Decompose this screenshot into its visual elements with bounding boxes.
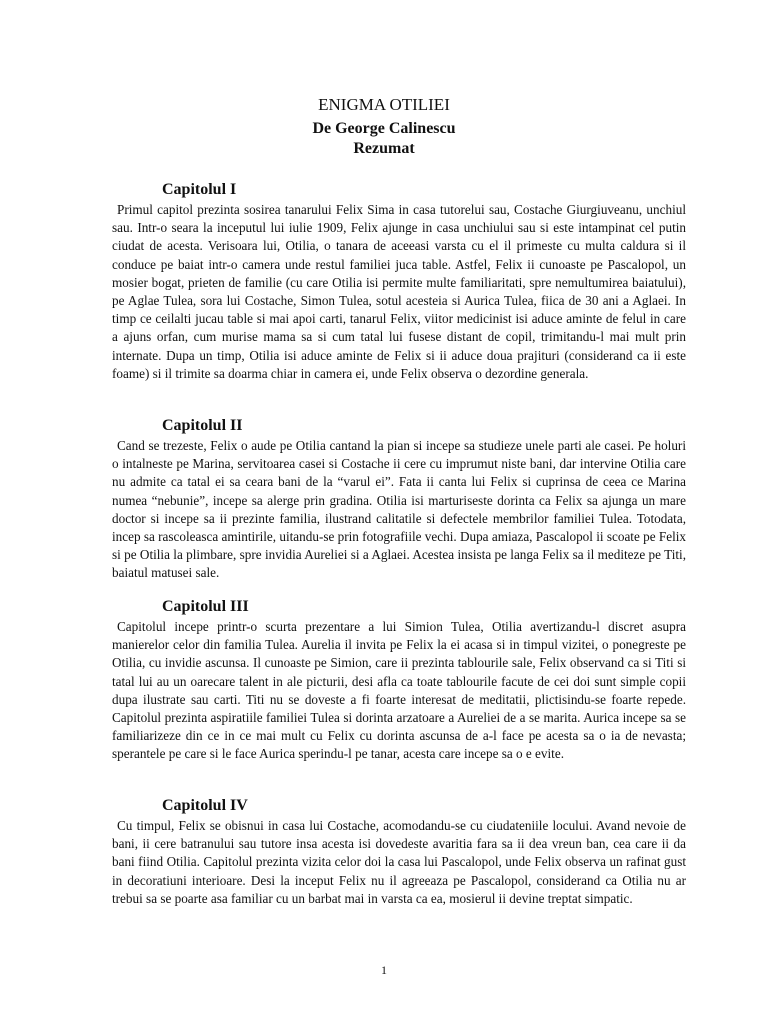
document-author: De George Calinescu <box>312 120 456 137</box>
document-title: ENIGMA OTILIEI <box>318 95 450 114</box>
chapter-heading: Capitolul III <box>162 598 249 615</box>
chapter-3 <box>112 598 686 764</box>
chapter-1 <box>112 181 686 383</box>
page-number: 1 <box>381 963 387 977</box>
chapter-heading: Capitolul II <box>162 417 243 434</box>
chapter-paragraph: Cu timpul, Felix se obisnui in casa lui Costache, acomodandu-se cu ciudateniile locului. Avand nevoie de bani, ii cere batranului sau tutore insa acesta isi dovedeste avaritia fara sa ii dea vreun ban, cea care ii da bani fiind Otilia. Capitolul prezinta vizita celor doi la casa lui Pascalopol, unde Felix observa un rafinat gust in decoratiuni interioare. Desi la inceput Felix nu il agreeaza pe Pascalopol, considerand ca Otilia nu ar trebui sa se poarte asa familiar cu un barbat mai in varsta ca ea, mosierul ii devine treptat simpatic. <box>112 818 686 906</box>
chapter-paragraph: Capitolul incepe printr-o scurta prezentare a lui Simion Tulea, Otilia avertizandu-l discret asupra manierelor celor din familia Tulea. Aurelia il invita pe Felix la ei acasa si in timpul vizitei, o ponegreste pe Otilia, cu invidie ascunsa. Il cunoaste pe Simion, care ii prezinta tablourile sale, Felix observand ca si Titi si tatal lui au un oarecare talent in ale picturii, desi afla ca toate tablourile facute de cei doi sunt simple copii dupa ilustrate sau carti. Titi nu se doveste a fi foarte interesat de meditatii, plictisindu-se foarte repede. Capitolul prezinta aspiratiile familiei Tulea si dorinta arzatoare a Aureliei de a se marita. Aurica incepe sa se familiarizeze din ce in ce mai mult cu Felix cu dorinta ascunsa de a-l face pe acesta sa o ia de nevasta; sperantele pe care si le face Aurica sperindu-l pe tanar, acesta care incepe sa o e evite. <box>112 619 686 762</box>
chapter-4 <box>112 797 686 908</box>
chapter-2 <box>112 417 686 583</box>
chapter-heading: Capitolul I <box>162 181 237 198</box>
chapter-paragraph: Cand se trezeste, Felix o aude pe Otilia cantand la pian si incepe sa studieze unele parti ale casei. Pe holuri o intalneste pe Marina, servitoarea casei si Costache ii cere cu imprumut niste bani, dar intervine Otilia care nu admite ca tatal ei sa ceara bani de la “varul ei”. Fata ii canta lui Felix si cuprinsa de ceea ce Marina numea “nebunie”, incepe sa alerge prin gradina. Otilia isi marturiseste dorinta ca Felix sa ajunga un mare doctor si incepe sa ii prezinte familia, ilustrand calitatile si defectele membrilor familiei Tulea. Totodata, incep sa rascoleasca amintirile, uitandu-se prin fotografiile vechi. Dupa amiaza, Pascalopol ii scoate pe Felix si pe Otilia la plimbare, spre invidia Aureliei si a Aglaei. Acestea insista pe langa Felix sa il mediteze pe Titi, baiatul matusei sale. <box>112 438 686 581</box>
chapter-heading: Capitolul IV <box>162 797 248 814</box>
document-subtitle: Rezumat <box>353 140 415 157</box>
chapter-paragraph: Primul capitol prezinta sosirea tanarului Felix Sima in casa tutorelui sau, Costache Giurgiuveanu, unchiul sau. Intr-o seara la inceputul lui iulie 1909, Felix ajunge in casa unchiului sau si este intampinat cel putin ciudat de acesta. Verisoara lui, Otilia, o tanara de aceeasi varsta cu el il primeste cu multa caldura si il conduce pe baiat intr-o camera unde restul familiei juca table. Astfel, Felix ii cunoaste pe Pascalopol, un mosier bogat, prieten de familie (cu care Otilia isi permite multe familiaritati, spre nemultumirea baiatului), pe Aglae Tulea, sora lui Costache, Simon Tulea, sotul acesteia si Aurica Tulea, fiica de 30 ani a Aglaei. In timp ce ceilalti jucau table si mai apoi carti, tanarul Felix, viitor medicinist isi aduce aminte de felul in care a ajuns orfan, cum murise mama sa si cum tatal lui fusese distant de copil, trimitandu-l mai mult prin internate. Dupa un timp, Otilia isi aduce aminte de Felix si ii aduce doua prajituri (considerand ca ii este foame) si il trimite sa doarma chiar in camera ei, unde Felix observa o dezordine generala. <box>112 202 686 381</box>
